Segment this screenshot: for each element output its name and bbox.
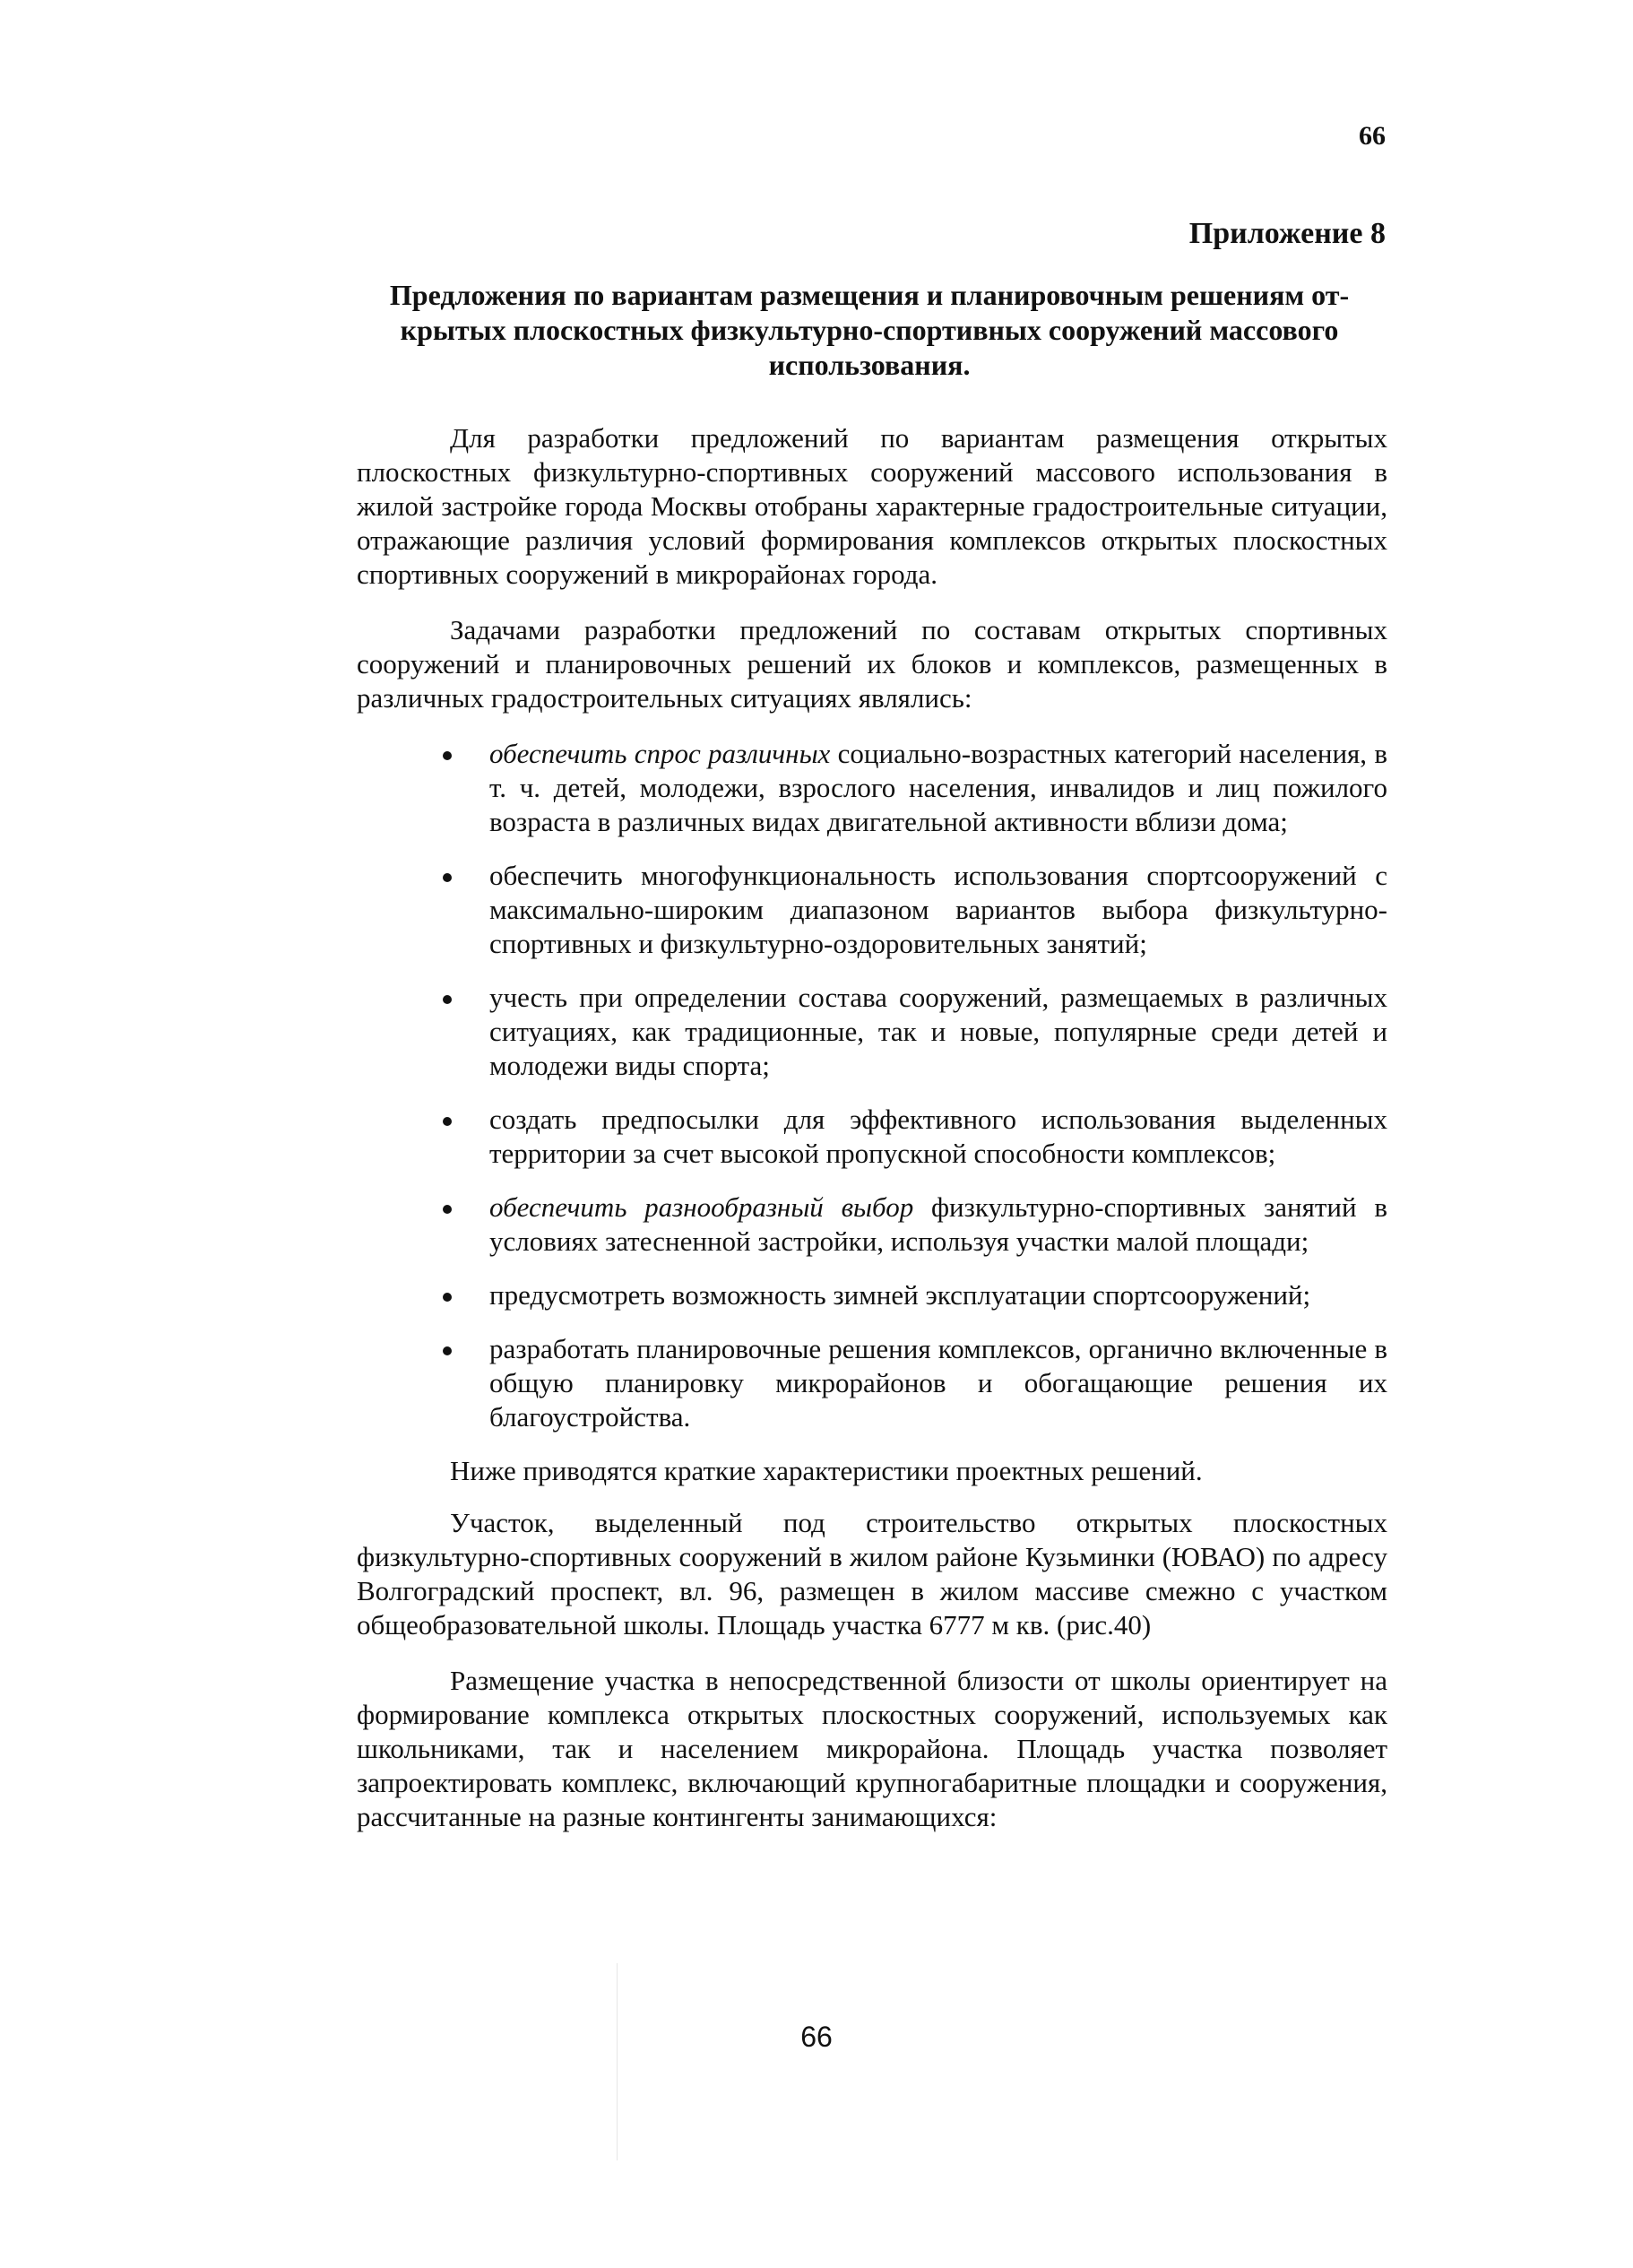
list-item-text: [489, 738, 1387, 837]
emphasis-text: обеспечить спрос различных: [489, 738, 831, 769]
title-line: крытых плоскостных физкультурно-спортивных сооружений массового: [400, 314, 1339, 346]
bullet-icon: [443, 751, 452, 760]
list-item: [357, 1190, 1387, 1259]
paragraph: Задачами разработки предложений по составам открытых спортивных сооружений и планировочных решений их блоков и комплексов, размещенных в различных градостроительных ситуациях являлись:: [357, 614, 1387, 714]
title-line: использования.: [768, 349, 971, 381]
page-number-bottom: 66: [800, 2021, 833, 2053]
list-item-text: [489, 1104, 1387, 1169]
bullet-icon: [443, 1293, 452, 1302]
paragraph: Размещение участка в непосредственной близости от школы ориентирует на формирование комплекса открытых плоскостных сооружений, используемых как школьниками, так и населением микрорайона. Площадь участка позволяет запроектировать комплекс, включающий крупногабаритные площадки и сооружения, рассчитанные на разные контингенты занимающихся:: [357, 1665, 1387, 1832]
list-item: [357, 859, 1387, 961]
list-item-text: [489, 1279, 1310, 1311]
emphasis-text: обеспечить разнообразный выбор: [489, 1191, 914, 1223]
bullet-icon: [443, 1205, 452, 1214]
list-item: [357, 981, 1387, 1083]
list-item-text: [489, 1333, 1387, 1433]
item-text: предусмотреть возможность зимней эксплуатации спортсооружений;: [489, 1279, 1311, 1311]
list-item: [357, 1332, 1387, 1434]
paragraph: Ниже приводятся краткие характеристики проектных решений.: [450, 1455, 1203, 1486]
item-text: обеспечить многофункциональность использования спортсооружений с максимально-широким диапазоном вариантов выбора физкультурно-спортивных и физкультурно-оздоровительных занятий;: [489, 860, 1387, 959]
bullet-icon: [443, 995, 452, 1004]
bullet-icon: [443, 873, 452, 882]
title-line: Предложения по вариантам размещения и планировочным решениям от-: [389, 279, 1350, 311]
item-text: социально-возрастных категорий населения, в т. ч. детей, молодежи, взрослого населения, инвалидов и лиц пожилого возраста в различных видах двигательной активности вблизи дома;: [489, 738, 1387, 837]
list-item: [357, 1103, 1387, 1171]
appendix-label: Приложение 8: [1188, 217, 1386, 250]
item-text: разработать планировочные решения комплексов, органично включенные в общую планировку микрорайонов и обогащающие решения их благоустройства.: [489, 1333, 1387, 1433]
paragraph: Для разработки предложений по вариантам размещения открытых плоскостных физкультурно-спортивных сооружений массового использования в жилой застройке города Москвы отобраны характерные градостроительные ситуации, отражающие различия условий формирования комплексов открытых плоскостных спортивных сооружений в микрорайонах города.: [357, 422, 1387, 590]
item-text: создать предпосылки для эффективного использования выделенных территории за счет высокой пропускной способности комплексов;: [489, 1104, 1387, 1169]
list-item-text: [489, 1191, 1387, 1257]
item-text: физкультурно-спортивных занятий в условиях затесненной застройки, используя участки малой площади;: [489, 1191, 1387, 1257]
paragraph: Участок, выделенный под строительство открытых плоскостных физкультурно-спортивных сооружений в жилом районе Кузьминки (ЮВАО) по адресу Волгоградский проспект, вл. 96, размещен в жилом массиве смежно с участком общеобразовательной школы. Площадь участка 6777 м кв. (рис.40): [357, 1507, 1387, 1640]
bullet-icon: [443, 1346, 452, 1355]
document-body: [357, 421, 1387, 1856]
list-item-text: [489, 860, 1387, 959]
bullet-icon: [443, 1117, 452, 1126]
item-text: учесть при определении состава сооружений, размещаемых в различных ситуациях, как традиционные, так и новые, популярные среди детей и молодежи виды спорта;: [489, 982, 1387, 1081]
document-title: [359, 278, 1380, 383]
scan-artifact-line: [617, 1963, 618, 2160]
page-number-top: 66: [1359, 121, 1386, 151]
list-item: [357, 1278, 1387, 1312]
list-item: [357, 737, 1387, 839]
list-item-text: [489, 982, 1387, 1081]
task-list: [357, 737, 1387, 1434]
